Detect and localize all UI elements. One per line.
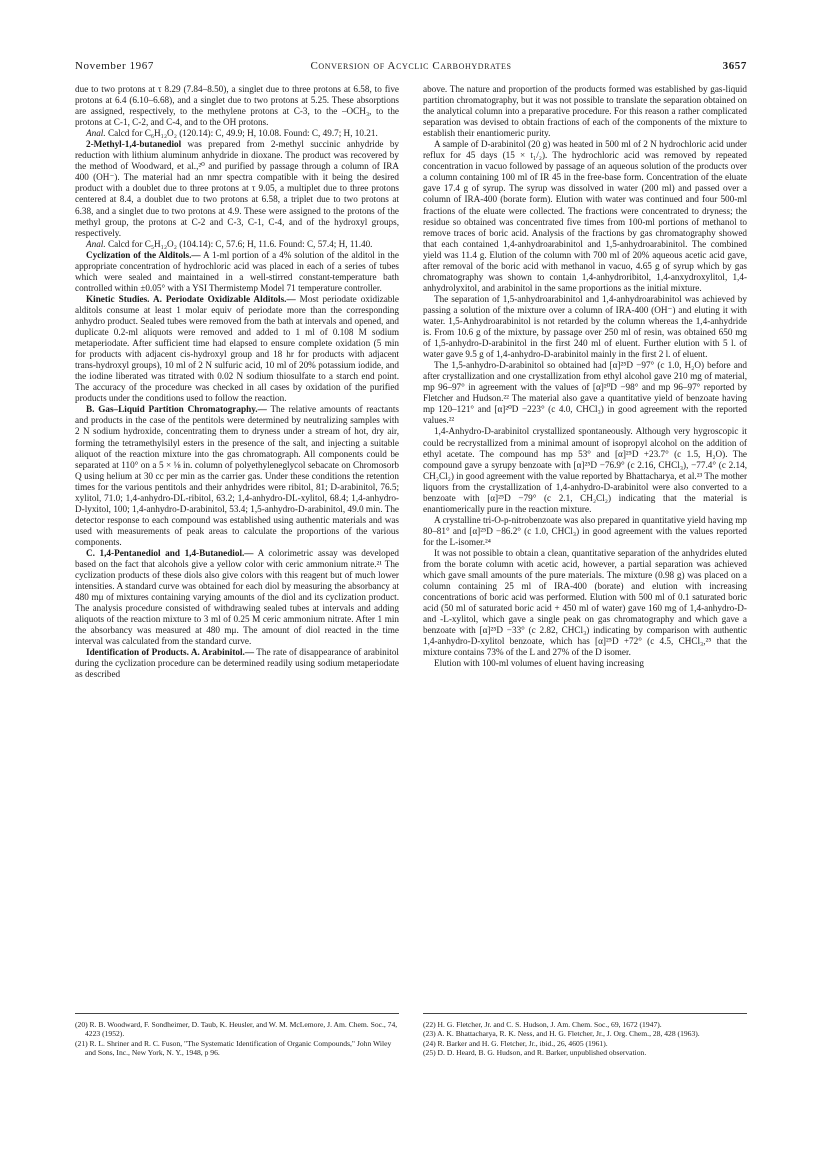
footnote: (20) R. B. Woodward, F. Sondheimer, D. Taub, K. Heusler, and W. M. McLemore, J. Am. Chem. Soc., 74, 4223 (1952). [75, 1020, 398, 1039]
right-text-column [423, 84, 747, 669]
paragraph-text: The rate of disappearance of arabinitol during the cyclization procedure can be determined readily using sodium metaperiodate as described [75, 647, 399, 680]
paragraph-text: A sample of D-arabinitol (20 g) was heated in 500 ml of 2 N hydrochloric acid under reflux for 45 days (15 × t₁/₂). The hydrochloric acid was removed by repeated concentration in vacuo followed by passage of an aqueous solution of the products over a column containing 100 ml of IR 45 in the free-base form. Concentration of the eluate gave 17.4 g of syrup. The syrup was dissolved in water (200 ml) and passed over a column of IRA-400 (borate form). Elution with water was continued and four 500-ml fractions of the eluate were collected. The fractions were concentrated to dryness; the residue so obtained was concentrated five times from 100-ml portions of methanol to remove traces of boric acid. Analysis of the fractions by gas chromatography showed that each contained 1,4-anhydroarabinitol and 1,5-anhydroarabinitol. The combined yield was 11.4 g. Elution of the column with 700 ml of 20% aqueous acetic acid gave, after removal of the boric acid with methanol in vacuo, 4.65 g of syrup which by gas chromatography was shown to contain 1,4-anhydroribitol, 1,4-anxydroxylitol, 1,4-anhydrolyxitol, and arabinitol in the same proportions as the initial mixture. [423, 139, 747, 293]
paragraph [75, 548, 399, 647]
paragraph [423, 658, 747, 669]
paragraph-text: Elution with 100-ml volumes of eluent having increasing [434, 658, 644, 669]
paragraph-lead: Cyclization of the Alditols.— [86, 249, 201, 260]
paragraph-text: was prepared from 2-methyl succinic anhydride by reduction with lithium aluminum anhydride in dioxane. The product was recovered by the method of Woodward, et al.,²⁰ and purified by passage through a column of IRA 400 (OH⁻). The material had an nmr spectra compatible with it being the desired product with a doublet due to three protons at τ 9.05, a multiplet due to three protons centered at 8.4, a doublet due to two protons at 6.58, a triplet due to two protons at 6.38, and a singlet due to two protons at 4.9. These were assigned to the protons of the methyl group, the protons at C-2 and C-3, C-1, C-4, and of the hydroxyl groups, respectively. [75, 139, 400, 238]
paragraph [75, 250, 399, 294]
paragraph-text: above. The nature and proportion of the products formed was established by gas-liquid partition chromatography, but it was not possible to translate the separation obtained on the analytical column into a preparative procedure. For this reason a rather complicated separation was devised to obtain fractions of each of the components of the mixture to establish their enantiomeric purity. [423, 84, 747, 139]
paragraph-text: The separation of 1,5-anhydroarabinitol and 1,4-anhydroarabinitol was achieved by passing a solution of the mixture over a column of IRA-400 (OH⁻) and eluting it with water. 1,5-Anhydroarabinitol is not retarded by the column whereas the 1,4-anhydride is. From 10.6 g of the mixture, by passage over 250 ml of resin, was obtained 650 mg of 1,5-anhydro-D-arabinitol in the first 240 ml of eluent. Further elution with 5 l. of water gave 9.5 g of 1,4-anhydro-D-arabinitol mainly in the first 2 l. of eluent. [423, 293, 747, 360]
footnotes-right [423, 1020, 747, 1057]
footnotes-left [75, 1020, 399, 1057]
paragraph [423, 360, 747, 426]
paragraph [75, 139, 399, 238]
footnote: (21) R. L. Shriner and R. C. Fuson, "The Systematic Identification of Organic Compounds," John Wiley and Sons, Inc., New York, N. Y., 1948, p 96. [75, 1038, 392, 1057]
paragraph-text: A crystalline tri-O-p-nitrobenzoate was also prepared in quantitative yield having mp 80–81° and [α]²⁵D −86.2° (c 1.0, CHCl₃) in good agreement with the values reported for the L-isomer.²⁴ [423, 514, 747, 547]
paragraph-lead: Anal. [86, 238, 106, 249]
header-date: November 1967 [75, 60, 154, 72]
paragraph-lead: Kinetic Studies. A. Periodate Oxidizable Alditols.— [86, 293, 296, 304]
paragraph [75, 294, 399, 404]
paragraph [423, 84, 747, 139]
paragraph-text: A colorimetric assay was developed based on the fact that alcohols give a yellow color with ceric ammonium nitrate.²¹ The cyclization products of these diols also give colors with this reagent but of much lower intensities. A standard curve was obtained for each diol by measuring the absorbancy at 480 mμ of mixtures containing varying amounts of the diol and its cyclization product. The analysis procedure consisted of withdrawing sealed tubes at intervals and adding aliquots of the reaction mixture to 3 ml of 0.25 M ceric ammonium nitrate. After 1 min the absorbancy was measured at 480 mμ. The amount of diol reacted in the time interval was calculated from the standard curve. [75, 547, 399, 647]
paragraph [423, 548, 747, 658]
footnote: (23) A. K. Bhattacharya, R. K. Ness, and H. G. Fletcher, Jr., J. Org. Chem., 28, 428 (1963). [423, 1029, 700, 1039]
paragraph-text: It was not possible to obtain a clean, quantitative separation of the anhydrides eluted from the borate column with acetic acid, however, a partial separation was achieved which gave small amounts of the pure materials. The mixture (0.98 g) was placed on a column containing 25 ml of IRA-400 (borate) and elution with increasing concentrations of boric acid was performed. Elution with 500 ml of 0.1 saturated boric acid (50 ml of saturated boric acid + 450 ml of water) gave 160 mg of 1,4-anhydro-D- and -L-xylitol, which gave a single peak on gas chromatography and which gave a benzoate with [α]²⁵D −33° (c 2.82, CHCl₃) indicating by comparison with authentic 1,4-anhydro-D-xylitol benzoate, which has [α]²⁵D +72° (c 4.5, CHCl₃,²⁵ that the mixture contains 73% of the L and 27% of the D isomer. [423, 547, 747, 658]
paragraph [423, 139, 747, 294]
running-header [75, 60, 747, 76]
paragraph [423, 515, 747, 548]
paragraph-text: Most periodate oxidizable alditols consume at least 1 molar equiv of periodate more than the corresponding anhydro product. Sealed tubes were removed from the bath at intervals and opened, and duplicate 0.2-ml aliquots were removed and added to 1 ml of 0.108 M sodium metaperiodate. After sufficient time had elapsed to ensure complete oxidation (5 min for products with adjacent cis-hydroxyl group and 18 hr for products with adjacent trans-hydroxyl groups), 10 ml of 2 N sulfuric acid, 10 ml of 20% potassium iodide, and the iodine liberated was titrated with 0.02 N sodium thiosulfate to a starch end point. The accuracy of the procedure was checked in all cases by oxidation of the purified products under the conditions used to follow the reaction. [75, 293, 400, 404]
footnote: (24) R. Barker and H. G. Fletcher, Jr., ibid., 26, 4605 (1961). [423, 1038, 608, 1048]
paragraph-lead: C. 1,4-Pentanediol and 1,4-Butanediol.— [86, 547, 254, 558]
footnote: (22) H. G. Fletcher, Jr. and C. S. Hudson, J. Am. Chem. Soc., 69, 1672 (1947). [423, 1020, 662, 1029]
paragraph-text: due to two protons at τ 8.29 (7.84–8.50), a singlet due to three protons at 6.58, to five protons at 6.4 (6.10–6.68), and a singlet due to two protons at 5.25. These absorptions are assigned, respectively, to the methylene protons at C-3, to the –OCH₃, to the protons at C-1, C-2, and C-4, and to the OH protons. [75, 84, 399, 128]
paragraph [75, 128, 399, 139]
paragraph [75, 239, 399, 250]
header-title: Conversion of Acyclic Carbohydrates [310, 60, 512, 72]
paragraph-text: A 1-ml portion of a 4% solution of the alditol in the appropriate concentration of hydrochloric acid was placed in each of a series of tubes which were sealed and maintained in a well-stirred constant-temperature bath controlled within ±0.05° with a YSI Thermistemp Model 71 temperature controller. [75, 249, 399, 293]
footnote-divider-right [423, 1013, 747, 1014]
paragraph-lead: B. Gas–Liquid Partition Chromatography.— [86, 404, 267, 415]
paragraph [423, 294, 747, 360]
paragraph-text: Calcd for C₅H₁₂O₂ (104.14): C, 57.6; H, 11.6. Found: C, 57.4; H, 11.40. [107, 238, 373, 249]
paragraph [75, 84, 399, 128]
paragraph [423, 426, 747, 514]
footnote-divider-left [75, 1013, 399, 1014]
footnote: (25) D. D. Heard, B. G. Hudson, and R. Barker, unpublished observation. [423, 1047, 647, 1057]
page-number: 3657 [722, 60, 747, 72]
paragraph-text: The relative amounts of reactants and products in the case of the pentitols were determined by neutralizing samples with 2 N sodium hydroxide, concentrating them to dryness under a stream of hot, dry air, forming the tetramethylsilyl esters in the presence of the salt, and injecting a suitable aliquot of the reaction mixture into the gas chromatograph. All components could be separated at 110° on a 5 × ⅛ in. column of polyethyleneglycol sebacate on Chromosorb Q using helium at 30 cc per min as the carrier gas. Under these conditions the retention times for the various pentitols and their anhydrides were ribitol, 81; D-arabinitol, 76.5; xylitol, 71.0; 1,4-anhydro-DL-ribitol, 63.2; 1,4-anhydro-DL-xylitol, 68.4; 1,4-anhydro-D-lyxitol, 100; 1,4-anhydro-D-arabinitol, 53.4; 1,5-anhydro-D-arabinitol, 49.0 min. The detector response to each compound was established using authentic materials and was used with measurements of peak areas to calculate the proportions of the various components. [75, 404, 399, 547]
paragraph-text: 1,4-Anhydro-D-arabinitol crystallized spontaneously. Although very hygroscopic it could be recrystallized from a minimal amount of isopropyl alcohol on the addition of ethyl acetate. The compound has mp 53° and [α]²⁵D +23.7° (c 1.5, H₂O). The compound gave a syrupy benzoate with [α]²⁵D −76.9° (c 2.16, CHCl₃), −77.4° (c 2.14, CH₂Cl₂) in good agreement with the value reported by Bhattacharya, et al.²³ The mother liquors from the crystallization of 1,4-anhydro-D-arabinitol were also converted to a benzoate with [α]²⁵D −79° (c 2.1, CH₂Cl₂) indicating that the material is enantiomerically pure in the reaction mixture. [423, 426, 747, 514]
paragraph [75, 404, 399, 548]
paragraph-text: Calcd for C₆H₁₂O₂ (120.14): C, 49.9; H, 10.08. Found: C, 49.7; H, 10.21. [107, 128, 378, 139]
paragraph-text: The 1,5-anhydro-D-arabinitol so obtained had [α]²⁵D −97° (c 1.0, H₂O) before and after crystallization and one crystallization from ethyl alcohol gave 210 mg of material, mp 96–97° in agreement with the values of [α]²⁰D −98° and mp 96–97° reported by Fletcher and Hudson.²² The material also gave a quantitative yield of benzoate having mp 120–121° and [α]²⁰D −223° (c 4.0, CHCl₃) in good agreement with the reported values.²² [423, 360, 747, 426]
left-text-column [75, 84, 399, 681]
paragraph [75, 647, 399, 680]
paragraph-lead: Anal. [86, 128, 106, 139]
paragraph-lead: 2-Methyl-1,4-butanediol [86, 139, 182, 150]
paragraph-lead: Identification of Products. A. Arabinitol.— [86, 647, 255, 658]
